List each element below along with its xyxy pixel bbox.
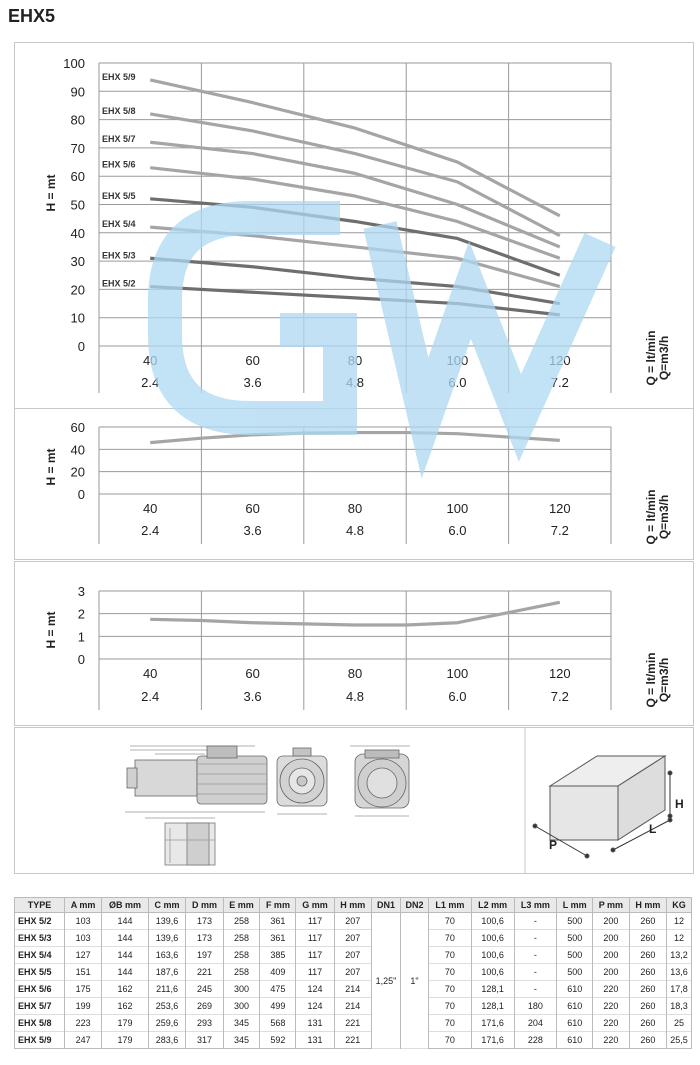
table-cell: 258 [223, 964, 260, 981]
table-cell: 187,6 [148, 964, 185, 981]
table-cell: 117 [296, 964, 334, 981]
dn2-cell: 1" [400, 913, 428, 1049]
table-cell: 144 [102, 947, 149, 964]
table-row [15, 964, 692, 981]
table-header-cell: G mm [296, 898, 334, 913]
table-header-cell: A mm [65, 898, 102, 913]
x-tick-label: 100 [446, 353, 469, 368]
dimensions-table [14, 897, 692, 1049]
table-cell: 500 [557, 947, 593, 964]
y-tick-label: 20 [70, 464, 85, 480]
table-cell: 70 [429, 913, 472, 930]
table-cell: 70 [429, 947, 472, 964]
table-cell: 128,1 [471, 998, 514, 1015]
table-cell: 100,6 [471, 930, 514, 947]
table-cell: 70 [429, 1032, 472, 1049]
x-tick-label: 40 [142, 353, 158, 368]
table-cell: 124 [296, 981, 334, 998]
y-tick-label: 90 [70, 84, 85, 100]
table-header-cell: L1 mm [429, 898, 472, 913]
series-line [150, 287, 560, 315]
efficiency-panel [14, 408, 694, 560]
table-cell: 127 [65, 947, 102, 964]
table-cell: 139,6 [148, 913, 185, 930]
table-cell: 220 [593, 1015, 630, 1032]
table-cell: 260 [629, 981, 666, 998]
series-label: EHX 5/5 [102, 190, 136, 201]
table-cell: 260 [629, 947, 666, 964]
y-tick-label: 30 [70, 254, 85, 270]
table-cell: 223 [65, 1015, 102, 1032]
table-cell: 199 [65, 998, 102, 1015]
page-title: EHX5 [8, 6, 56, 26]
y-tick-label: 1 [77, 629, 85, 645]
series-label: EHX 5/4 [102, 219, 136, 230]
table-cell: - [514, 930, 557, 947]
table-cell: 253,6 [148, 998, 185, 1015]
table-cell: 247 [65, 1032, 102, 1049]
y-tick-label: 3 [77, 584, 85, 599]
table-cell: 70 [429, 1015, 472, 1032]
table-cell: 144 [102, 930, 149, 947]
table-cell: 211,6 [148, 981, 185, 998]
table-cell: 139,6 [148, 930, 185, 947]
table-cell: 345 [223, 1015, 260, 1032]
table-cell: 221 [334, 1032, 371, 1049]
table-cell: 345 [223, 1032, 260, 1049]
table-cell: 283,6 [148, 1032, 185, 1049]
table-cell: 258 [223, 947, 260, 964]
table-header-cell: L3 mm [514, 898, 557, 913]
table-cell: 200 [593, 947, 630, 964]
x-tick-label-secondary: 3.6 [243, 375, 262, 390]
table-cell: 12 [667, 913, 692, 930]
x-axis-label: Q = lt/min [644, 489, 658, 545]
table-cell: 221 [334, 1015, 371, 1032]
table-header-cell: F mm [260, 898, 296, 913]
table-cell: - [514, 981, 557, 998]
table-cell: 293 [186, 1015, 223, 1032]
table-header-cell: L mm [557, 898, 593, 913]
table-cell: 117 [296, 913, 334, 930]
x-tick-label-secondary: 2.4 [141, 375, 160, 390]
x-axis-label: Q=m3/h [657, 494, 671, 540]
dimension-drawings-panel [14, 727, 694, 874]
table-cell: 162 [102, 998, 149, 1015]
table-row [15, 930, 692, 947]
table-cell: 214 [334, 998, 371, 1015]
table-cell: 151 [65, 964, 102, 981]
box-length-label: L [649, 822, 657, 836]
pump-rear-view-drawing [350, 746, 410, 816]
x-axis-label: Q=m3/h [657, 335, 671, 381]
table-row [15, 981, 692, 998]
table-cell: EHX 5/3 [15, 930, 65, 947]
table-cell: 361 [260, 913, 296, 930]
table-header-cell: C mm [148, 898, 185, 913]
table-cell: 260 [629, 1032, 666, 1049]
table-cell: 25,5 [667, 1032, 692, 1049]
x-tick-label: 80 [347, 666, 363, 681]
table-cell: 207 [334, 913, 371, 930]
efficiency-chart [15, 409, 693, 559]
table-cell: 300 [223, 998, 260, 1015]
x-tick-label-secondary: 7.2 [550, 689, 569, 704]
table-cell: EHX 5/6 [15, 981, 65, 998]
table-cell: 131 [296, 1032, 334, 1049]
series-label: EHX 5/8 [102, 105, 136, 116]
table-cell: 259,6 [148, 1015, 185, 1032]
table-cell: 300 [223, 981, 260, 998]
y-tick-label: 10 [70, 310, 85, 326]
table-cell: 17,8 [667, 981, 692, 998]
table-cell: EHX 5/5 [15, 964, 65, 981]
x-tick-label: 80 [347, 353, 363, 368]
table-cell: 131 [296, 1015, 334, 1032]
table-header-cell: DN1 [371, 898, 400, 913]
table-cell: 70 [429, 930, 472, 947]
table-header-cell: E mm [223, 898, 260, 913]
table-cell: 500 [557, 913, 593, 930]
table-cell: 173 [186, 913, 223, 930]
table-cell: 128,1 [471, 981, 514, 998]
y-tick-label: 0 [77, 652, 85, 667]
table-cell: 200 [593, 913, 630, 930]
table-cell: 100,6 [471, 947, 514, 964]
table-cell: 260 [629, 964, 666, 981]
x-axis-label: Q = lt/min [644, 330, 658, 386]
table-cell: 610 [557, 998, 593, 1015]
x-tick-label-secondary: 4.8 [345, 375, 365, 390]
x-tick-label-secondary: 2.4 [141, 523, 160, 538]
table-cell: 221 [186, 964, 223, 981]
table-header-cell: H mm [629, 898, 666, 913]
pump-front-view-drawing [277, 748, 327, 814]
table-cell: 610 [557, 981, 593, 998]
table-cell: 124 [296, 998, 334, 1015]
table-cell: 260 [629, 930, 666, 947]
performance-curves-panel [14, 42, 694, 409]
x-tick-label-secondary: 6.0 [448, 375, 467, 390]
x-tick-label-secondary: 2.4 [141, 689, 160, 704]
x-tick-label: 120 [548, 666, 571, 681]
table-cell: 12 [667, 930, 692, 947]
table-cell: 207 [334, 930, 371, 947]
x-tick-label: 120 [548, 353, 571, 368]
table-header-row [15, 898, 692, 913]
table-cell: 179 [102, 1032, 149, 1049]
y-axis-label: H = mt [44, 174, 58, 212]
y-tick-label: 20 [70, 282, 85, 298]
table-row [15, 913, 692, 930]
y-tick-label: 2 [77, 606, 85, 622]
dn1-cell: 1,25" [371, 913, 400, 1049]
series-label: EHX 5/3 [102, 250, 136, 261]
x-tick-label-secondary: 4.8 [345, 523, 365, 538]
table-cell: 18,3 [667, 998, 692, 1015]
x-tick-label: 80 [347, 501, 363, 516]
table-row [15, 1015, 692, 1032]
table-header-cell: DN2 [400, 898, 428, 913]
table-cell: 500 [557, 964, 593, 981]
table-cell: 500 [557, 930, 593, 947]
table-cell: EHX 5/7 [15, 998, 65, 1015]
table-header-cell: L2 mm [471, 898, 514, 913]
table-cell: 103 [65, 913, 102, 930]
table-cell: 220 [593, 981, 630, 998]
table-cell: 197 [186, 947, 223, 964]
table-cell: 214 [334, 981, 371, 998]
y-tick-label: 50 [70, 197, 85, 213]
table-cell: 100,6 [471, 913, 514, 930]
table-cell: 610 [557, 1015, 593, 1032]
table-cell: 200 [593, 930, 630, 947]
table-cell: 173 [186, 930, 223, 947]
box-depth-label: P [549, 838, 558, 852]
table-header-cell: ØB mm [102, 898, 149, 913]
table-row [15, 998, 692, 1015]
x-axis-label: Q = lt/min [644, 652, 658, 708]
table-cell: 163,6 [148, 947, 185, 964]
table-cell: 117 [296, 947, 334, 964]
table-cell: 409 [260, 964, 296, 981]
table-cell: 171,6 [471, 1015, 514, 1032]
table-cell: - [514, 964, 557, 981]
table-cell: 220 [593, 998, 630, 1015]
y-tick-label: 40 [70, 225, 85, 241]
table-cell: 361 [260, 930, 296, 947]
table-header-cell: P mm [593, 898, 630, 913]
series-line [150, 168, 560, 259]
table-cell: 260 [629, 1015, 666, 1032]
series-label: EHX 5/7 [102, 134, 136, 145]
table-cell: 200 [593, 964, 630, 981]
foot-detail-drawing [165, 823, 215, 865]
x-tick-label: 100 [446, 501, 469, 516]
table-cell: 258 [223, 913, 260, 930]
npsh-panel [14, 561, 694, 726]
npsh-chart [15, 562, 693, 725]
x-tick-label: 120 [548, 501, 571, 516]
series-label: EHX 5/2 [102, 278, 136, 289]
table-cell: 568 [260, 1015, 296, 1032]
series-label: EHX 5/9 [102, 71, 136, 82]
x-tick-label-secondary: 7.2 [550, 375, 569, 390]
table-cell: 144 [102, 913, 149, 930]
table-header-cell: H mm [334, 898, 371, 913]
head-curves-chart [15, 43, 693, 408]
table-row [15, 947, 692, 964]
y-tick-label: 60 [70, 420, 85, 435]
table-cell: 269 [186, 998, 223, 1015]
table-cell: 220 [593, 1032, 630, 1049]
y-axis-label: H = mt [44, 448, 58, 486]
x-tick-label: 60 [245, 353, 260, 368]
table-cell: 260 [629, 998, 666, 1015]
x-tick-label: 60 [245, 501, 260, 516]
x-tick-label: 40 [142, 501, 158, 516]
table-cell: 207 [334, 947, 371, 964]
table-cell: 70 [429, 964, 472, 981]
table-header-cell: KG [667, 898, 692, 913]
table-cell: - [514, 913, 557, 930]
x-tick-label-secondary: 7.2 [550, 523, 569, 538]
table-cell: 260 [629, 913, 666, 930]
x-tick-label-secondary: 3.6 [243, 689, 262, 704]
table-cell: 228 [514, 1032, 557, 1049]
x-tick-label: 60 [245, 666, 260, 681]
table-cell: 204 [514, 1015, 557, 1032]
table-header-cell: TYPE [15, 898, 65, 913]
table-cell: 70 [429, 998, 472, 1015]
series-line [150, 433, 560, 443]
y-tick-label: 70 [70, 140, 85, 156]
y-tick-label: 0 [77, 339, 85, 354]
table-cell: 180 [514, 998, 557, 1015]
table-cell: 258 [223, 930, 260, 947]
x-axis-label: Q=m3/h [657, 657, 671, 703]
x-tick-label: 100 [446, 666, 469, 681]
table-cell: EHX 5/9 [15, 1032, 65, 1049]
y-tick-label: 100 [63, 56, 85, 71]
y-tick-label: 60 [70, 169, 85, 185]
table-cell: 117 [296, 930, 334, 947]
table-cell: 70 [429, 981, 472, 998]
y-tick-label: 80 [70, 112, 85, 128]
table-cell: EHX 5/2 [15, 913, 65, 930]
y-tick-label: 40 [70, 442, 85, 458]
table-cell: 144 [102, 964, 149, 981]
table-cell: 25 [667, 1015, 692, 1032]
table-cell: 499 [260, 998, 296, 1015]
table-cell: EHX 5/4 [15, 947, 65, 964]
x-tick-label-secondary: 6.0 [448, 689, 467, 704]
series-label: EHX 5/6 [102, 159, 136, 170]
y-tick-label: 0 [77, 487, 85, 502]
table-cell: 179 [102, 1015, 149, 1032]
table-cell: 171,6 [471, 1032, 514, 1049]
table-cell: 610 [557, 1032, 593, 1049]
table-cell: 207 [334, 964, 371, 981]
x-tick-label-secondary: 4.8 [345, 689, 365, 704]
table-cell: 103 [65, 930, 102, 947]
table-cell: 317 [186, 1032, 223, 1049]
table-cell: 385 [260, 947, 296, 964]
table-cell: 592 [260, 1032, 296, 1049]
x-tick-label-secondary: 3.6 [243, 523, 262, 538]
table-cell: 245 [186, 981, 223, 998]
table-cell: 13,6 [667, 964, 692, 981]
x-tick-label-secondary: 6.0 [448, 523, 467, 538]
x-tick-label: 40 [142, 666, 158, 681]
drawings-svg [15, 728, 693, 873]
pump-side-view-drawing [125, 746, 267, 818]
table-cell: - [514, 947, 557, 964]
table-row [15, 1032, 692, 1049]
y-axis-label: H = mt [44, 611, 58, 649]
table-cell: 175 [65, 981, 102, 998]
table-cell: 475 [260, 981, 296, 998]
table-cell: 13,2 [667, 947, 692, 964]
box-height-label: H [675, 797, 684, 811]
table-header-cell: D mm [186, 898, 223, 913]
table-cell: 100,6 [471, 964, 514, 981]
table-cell: 162 [102, 981, 149, 998]
table-cell: EHX 5/8 [15, 1015, 65, 1032]
